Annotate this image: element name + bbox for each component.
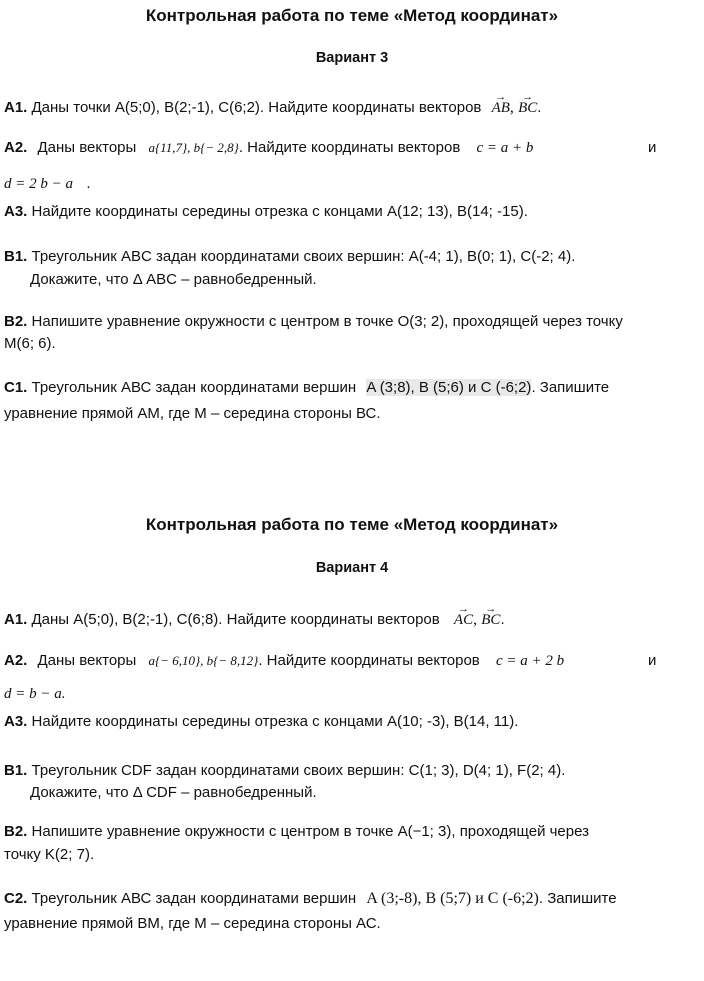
vector-ac: → AC bbox=[454, 610, 473, 630]
variant-heading-v4: Вариант 4 bbox=[315, 560, 389, 576]
task-label: А3. bbox=[4, 713, 28, 730]
task-b2-v3 bbox=[4, 312, 623, 332]
task-a3-v3 bbox=[4, 202, 528, 222]
task-b2-v3-line2: M(6; 6). bbox=[4, 335, 56, 352]
task-text: Треугольник ABC задан координатами своих вершин: A(-4; 1), B(0; 1), C(-2; 4). bbox=[31, 248, 576, 265]
task-c2-v4-line2: уравнение прямой ВМ, где М – середина стороны АС. bbox=[4, 915, 381, 932]
task-text-2: . Запишите bbox=[538, 890, 617, 907]
task-label: А1. bbox=[4, 99, 28, 116]
task-text-2: . Найдите координаты векторов bbox=[258, 652, 480, 669]
formula-d: d = b − a. bbox=[4, 686, 66, 702]
conjunction-and: и bbox=[648, 139, 657, 156]
formula-c: c = a + 2 b bbox=[495, 653, 565, 669]
task-text: Напишите уравнение окружности с центром в точке O(3; 2), проходящей через точку bbox=[31, 313, 623, 330]
worksheet-title-v3: Контрольная работа по теме «Метод координат» bbox=[145, 6, 559, 25]
task-a1-v3: А1. Даны точки А(5;0), В(2;-1), С(6;2). Найдите координаты векторов → AB, → BC. bbox=[4, 98, 541, 118]
task-label: В1. bbox=[4, 248, 28, 265]
task-a1-v4: А1. Даны А(5;0), В(2;-1), С(6;8). Найдите координаты векторов → AC, → BC. bbox=[4, 610, 505, 630]
vectors-given: a{11,7}, b{− 2,8} bbox=[148, 140, 239, 155]
conjunction-and: и bbox=[648, 652, 657, 669]
task-text: Даны А(5;0), В(2;-1), С(6;8). Найдите координаты векторов bbox=[31, 611, 440, 628]
task-label: А1. bbox=[4, 611, 28, 628]
triangle-points: A (3;8), B (5;6) и C (-6;2) bbox=[366, 379, 532, 396]
task-b1-v3 bbox=[4, 247, 575, 267]
formula-d: d = 2 b − a . bbox=[4, 176, 91, 192]
task-label: А2. bbox=[4, 652, 28, 669]
task-label: А3. bbox=[4, 203, 28, 220]
task-c1-v3-line2: уравнение прямой АМ, где М – середина стороны ВС. bbox=[4, 405, 381, 422]
vectors-given: a{− 6,10}, b{− 8,12} bbox=[148, 653, 259, 668]
task-text: Даны точки А(5;0), В(2;-1), С(6;2). Найдите координаты векторов bbox=[31, 99, 482, 116]
formula-c: c = a + b bbox=[476, 140, 534, 156]
task-label: С1. bbox=[4, 379, 28, 396]
task-b2-v4 bbox=[4, 822, 589, 842]
task-label: В2. bbox=[4, 313, 28, 330]
task-label: В1. bbox=[4, 762, 28, 779]
task-text: Треугольник CDF задан координатами своих вершин: C(1; 3), D(4; 1), F(2; 4). bbox=[31, 762, 566, 779]
task-text: Треугольник АВС задан координатами вершин bbox=[31, 379, 357, 396]
task-text: Даны векторы bbox=[37, 652, 137, 669]
task-text: Найдите координаты середины отрезка с концами A(12; 13), B(14; -15). bbox=[31, 203, 528, 220]
variant-heading-v3: Вариант 3 bbox=[315, 50, 389, 66]
task-text: Треугольник АВС задан координатами вершин bbox=[31, 890, 357, 907]
task-c2-v4 bbox=[4, 889, 617, 909]
task-b1-v3-line2: Докажите, что Δ ABC – равнобедренный. bbox=[30, 271, 317, 288]
task-text-2: . Запишите bbox=[531, 379, 610, 396]
task-label: С2. bbox=[4, 890, 28, 907]
vector-bc: → BC bbox=[518, 98, 537, 118]
task-a2-v4 bbox=[4, 651, 564, 671]
task-c1-v3 bbox=[4, 378, 609, 398]
task-a2-v3 bbox=[4, 138, 533, 158]
task-b2-v4-line2: точку K(2; 7). bbox=[4, 846, 95, 863]
task-text: Даны векторы bbox=[37, 139, 137, 156]
task-text: Напишите уравнение окружности с центром в точке A(−1; 3), проходящей через bbox=[31, 823, 589, 840]
task-text-2: . Найдите координаты векторов bbox=[238, 139, 461, 156]
vector-ab: → AB bbox=[492, 98, 510, 118]
vector-bc: → BC bbox=[481, 610, 500, 630]
worksheet-title-v4: Контрольная работа по теме «Метод координат» bbox=[145, 515, 559, 534]
task-label: В2. bbox=[4, 823, 28, 840]
triangle-points: A (3;-8), B (5;7) и C (-6;2) bbox=[366, 890, 539, 907]
task-text: Найдите координаты середины отрезка с концами A(10; -3), B(14, 11). bbox=[31, 713, 519, 730]
task-label: А2. bbox=[4, 139, 28, 156]
task-b1-v4 bbox=[4, 761, 565, 781]
task-a3-v4 bbox=[4, 712, 518, 732]
task-b1-v4-line2: Докажите, что Δ CDF – равнобедренный. bbox=[30, 784, 317, 801]
